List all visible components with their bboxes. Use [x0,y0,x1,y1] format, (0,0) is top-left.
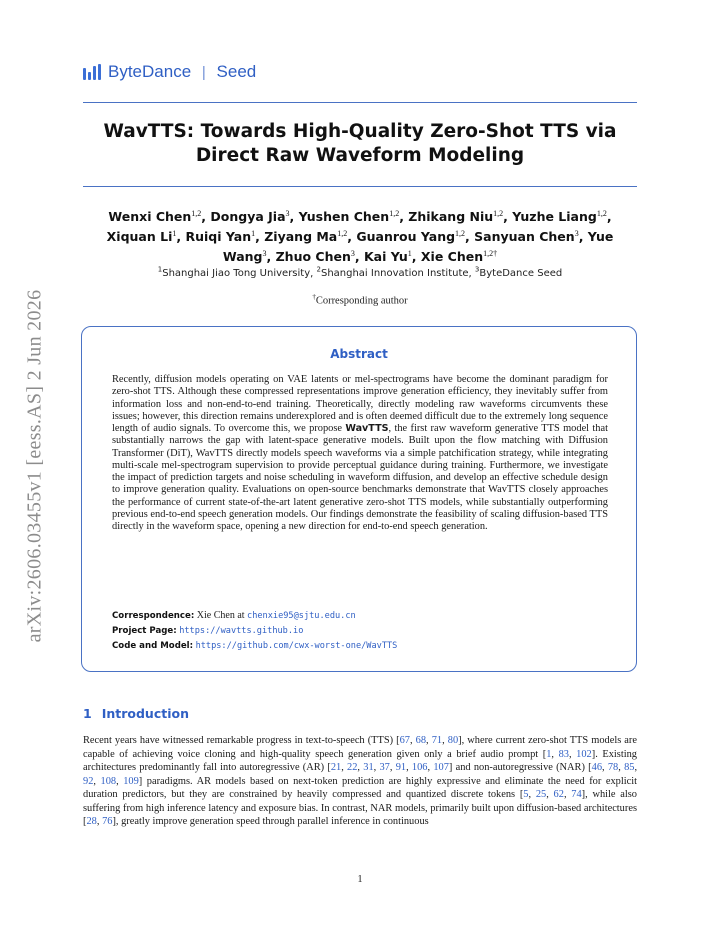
author-entry [264,229,347,244]
code-model-label: Code and Model: [112,641,194,651]
paragraph-text: , [551,748,559,760]
citation-link[interactable]: 46 [591,762,603,773]
logo-wordmark [108,62,256,82]
paragraph-text: , [116,775,124,787]
author-entry [299,209,400,224]
paragraph-text: , [427,762,434,773]
paragraph-text: ], greatly improve generation speed through parallel inference in continuous [112,816,429,827]
arxiv-identifier-stamp[interactable]: arXiv:2606.03455v1 [eess.AS] 2 Jun 2026 [23,289,46,643]
page-number: 1 [357,874,363,885]
author-name: Xie Chen [420,249,484,265]
bytedance-seed-logo [83,62,256,82]
author-name: Yue Wang [222,229,614,265]
citation-link[interactable]: 31 [363,762,374,773]
correspondence-email-link[interactable]: chenxie95@sjtu.edu.cn [247,611,356,621]
author-name: Guanrou Yang [356,229,456,245]
citation-link[interactable]: 37 [379,762,390,773]
author-entry [107,229,177,244]
author-affiliation-marker: 1,2 [191,209,202,218]
citation-link[interactable]: 106 [411,762,428,773]
affiliation-name: Shanghai Innovation Institute [320,268,469,280]
paragraph-text: , [389,762,396,773]
paragraph-text: , [96,816,103,827]
paragraph-text: , [442,735,448,746]
author-entry [210,209,289,224]
title-rule-top [83,102,637,103]
author-name: Wenxi Chen [108,209,192,225]
author-entry [356,229,465,244]
correspondence-label: Correspondence: [112,611,195,621]
affiliation-number: 1 [157,266,163,274]
paragraph-text: , [546,789,554,800]
logo-product: Seed [216,62,257,81]
author-list: Wenxi Chen$^{1,2}$, Dongya Jia$^3$, Yushen Chen$^{1,2}$, Zhikang Niu$^{1,2}$, Yuzhe Liang$^{1,2}$, Xiquan Li$^1$, Ruiqi Yan$^1$, Ziyang Ma$^{1,2}$, Guanrou Yang$^{1,2}$, Sanyuan Chen$^3$, Yue Wang$^3$, Zhuo Chen$^3$, Kai Yu$^1$, Xie Chen$^{1,2\dagger}$ [106,209,614,265]
affiliation-list: $^1$Shanghai Jiao Tong University, $^2$Shanghai Innovation Institute, $^3$ByteDance Seed [157,266,563,280]
author-entry [408,209,503,224]
paragraph-text: ] and non-autoregressive (NAR) [ [448,762,592,773]
author-entry [421,249,497,264]
affiliation-name: ByteDance Seed [479,268,563,280]
project-page-line [112,625,608,637]
section-title: Introduction [101,706,189,721]
citation-link[interactable]: 107 [433,762,449,773]
project-page-link[interactable]: https://wavtts.github.io [179,626,304,636]
citation-link[interactable]: 21 [330,762,342,773]
paragraph-text: , [602,762,608,773]
abstract-box [81,326,637,672]
abstract-text-part-1: Recently, diffusion models operating on VAE latents or mel-spectrograms have become the dominant paradigm for zero-shot TTS. Although these compressed representations improve generation efficiency, they inevitably suffer from information loss and non-end-to-end training. Theoretically, directly modeling raw waveforms circumvents these issues; however, this direction remains underexplored and is often deemed difficult due to the extremely long sequence length of audio signals. To overcome this, we propose [112,374,608,434]
title-rule-bottom [83,186,637,187]
citation-link[interactable]: 108 [100,775,117,787]
code-model-line [112,640,608,652]
author-affiliation-marker: 3 [285,209,290,218]
abstract-text-part-2: , the first raw waveform generative TTS model that substantially narrows the gap with latent-space generative models. Built upon the flow matching with Diffusion Transformer (DiT), WavTTS directly models speech waveforms via a simple patchification strategy, while integrating multi-scale mel-spectrogram supervision to provide perceptual guidance during training. Furthermore, we investigate the impact of prediction targets and noise scheduling in waveform diffusion, and develop an effective schedule design to improve generation quality. Evaluations on open-source benchmarks demonstrate that WavTTS closely approaches the performance of current state-of-the-art latent generative zero-shot TTS models, while substantially outperforming previous end-to-end speech generation models. Our findings demonstrate the feasibility of scaling diffusion-based TTS directly in the waveform space, opening a new direction for end-to-end speech generation. [112,423,608,532]
paragraph-text: , [406,762,412,773]
citation-link[interactable]: 1 [546,748,552,760]
author-name: Ziyang Ma [264,229,338,245]
citation-link[interactable]: 67 [399,735,410,746]
affiliation-entry [475,268,562,279]
paragraph-text: , [93,775,101,787]
citation-link[interactable]: 85 [624,762,635,773]
paragraph-text: ] paradigms. AR models based on next-token prediction are highly expressive and eliminate the need for explicit duration predictors, but they are constrained by heavily compressed and quantized discrete tokens [ [83,775,637,800]
author-affiliation-marker: 1,2† [483,249,498,259]
author-name: Xiquan Li [106,229,173,245]
author-affiliation-marker: 1,2 [596,209,607,218]
dagger-mark: † [312,293,316,301]
author-entry [185,229,255,244]
correspondence-text: Xie Chen at [196,610,245,621]
author-affiliation-marker: 1,2 [455,229,466,239]
citation-link[interactable]: 109 [123,775,139,787]
citation-link[interactable]: 22 [347,762,358,773]
paragraph-text: Recent years have witnessed remarkable progress in text-to-speech (TTS) [ [83,735,400,746]
author-entry [364,249,412,264]
paragraph-text: , [357,762,364,773]
author-name: Dongya Jia [210,209,286,225]
paper-title: WavTTS: Towards High-Quality Zero-Shot TTS via Direct Raw Waveform Modeling [103,121,617,166]
paragraph-text: ], while also suffering from high inference latency and exposure bias. In contrast, NAR models, primarily built upon diffusion-based architectures [ [83,789,637,827]
affiliation-number: 3 [474,266,480,274]
paragraph-text: , [618,762,625,773]
author-entry [276,249,355,264]
author-affiliation-marker: 1 [172,229,177,239]
citation-link[interactable]: 25 [535,789,547,800]
citation-link[interactable]: 102 [576,748,592,760]
author-entry [474,229,579,244]
logo-brand: ByteDance [108,62,192,81]
paragraph-text: , [410,735,416,746]
affiliation-number: 2 [316,266,321,274]
section-heading-introduction [83,706,189,721]
affiliation-name: Shanghai Jiao Tong University [162,268,311,280]
code-model-link[interactable]: https://github.com/cwx-worst-one/WavTTS [195,641,398,651]
citation-link[interactable]: 28 [86,816,97,827]
author-affiliation-marker: 1,2 [389,209,400,218]
author-entry [512,209,607,224]
citation-link[interactable]: 91 [395,762,407,773]
paragraph-text: ]. Existing architectures predominantly fall into autoregressive (AR) [ [83,748,637,773]
project-page-label: Project Page: [112,626,177,636]
paragraph-text: , [373,762,380,773]
author-name: Sanyuan Chen [474,229,575,245]
logo-separator: | [201,64,206,81]
paragraph-text: , [528,789,536,800]
citation-link[interactable]: 5 [523,789,529,800]
citation-link[interactable]: 74 [571,789,582,800]
paragraph-text: ], where current zero-shot TTS models are capable of achieving voice cloning and high-quality speech generation given only a brief audio prompt [ [83,735,637,760]
section-number: 1 [83,706,92,721]
author-affiliation-marker: 1 [407,249,412,259]
corresponding-author-note [83,293,637,307]
author-entry [108,209,201,224]
corresponding-text: Corresponding author [315,295,408,307]
author-affiliation-marker: 3 [350,249,355,259]
paragraph-text: , [563,789,572,800]
author-name: Yushen Chen [298,209,390,225]
paragraph-text: , [568,748,577,760]
correspondence-line [112,610,608,622]
author-affiliation-marker: 3 [574,229,579,239]
citation-link[interactable]: 71 [431,735,443,746]
model-name: WavTTS [345,423,389,434]
citation-link[interactable]: 78 [607,762,619,773]
author-affiliation-marker: 3 [262,249,267,259]
citation-link[interactable]: 68 [415,735,427,746]
author-name: Zhikang Niu [408,209,494,225]
author-affiliation-marker: 1,2 [337,229,348,239]
citation-link[interactable]: 92 [83,775,94,787]
author-name: Ruiqi Yan [185,229,252,245]
paragraph-text: , [341,762,348,773]
abstract-heading: Abstract [330,347,388,361]
author-name: Kai Yu [363,249,408,265]
citation-link[interactable]: 62 [553,789,564,800]
paragraph-text: , [426,735,432,746]
paragraph-text: , [634,762,638,773]
affiliation-entry [158,268,310,279]
citation-link[interactable]: 83 [558,748,569,760]
abstract-text [112,374,608,533]
author-name: Zhuo Chen [275,249,351,265]
affiliation-entry [317,268,469,279]
introduction-paragraph [83,734,637,829]
citation-link[interactable]: 80 [447,735,459,746]
citation-link[interactable]: 76 [102,816,113,827]
author-affiliation-marker: 1,2 [493,209,504,218]
author-name: Yuzhe Liang [512,209,597,225]
author-affiliation-marker: 1 [251,229,256,239]
bytedance-logo-icon [83,64,101,80]
